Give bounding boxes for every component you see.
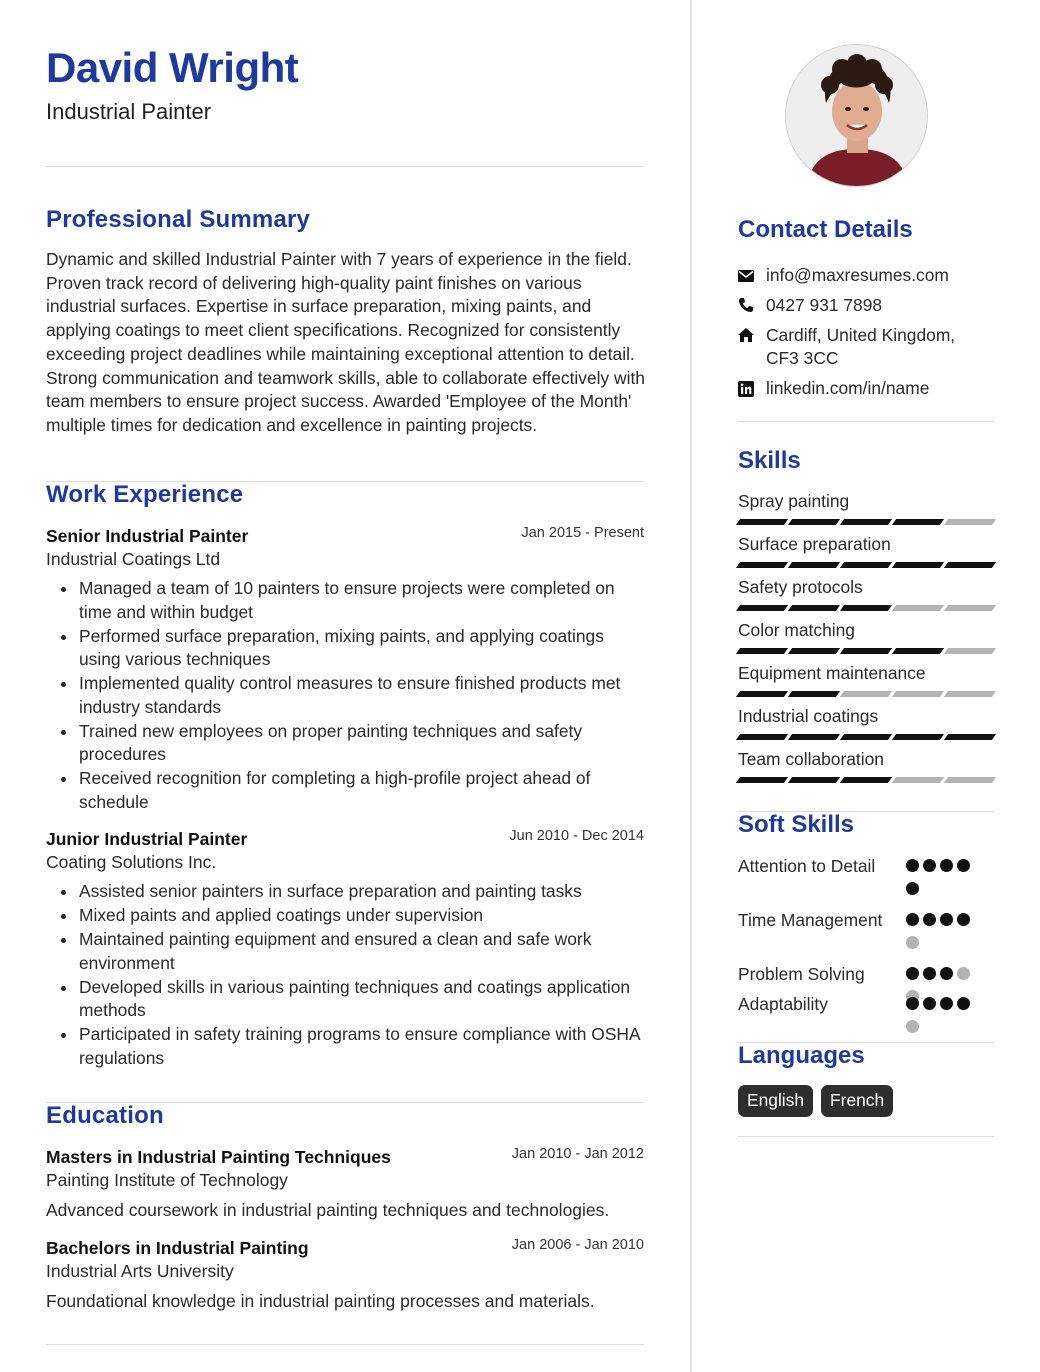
soft-skill-rating xyxy=(906,859,986,895)
job-bullets xyxy=(46,577,646,815)
skill-level-bar xyxy=(738,691,994,697)
rating-dot xyxy=(906,936,919,949)
rating-dot xyxy=(940,913,953,926)
list-item: Performed surface preparation, mixing paints, and applying coatings using various techniques xyxy=(46,625,646,672)
rating-dot xyxy=(923,967,936,980)
skill-level-segment xyxy=(736,519,788,525)
skills-heading: Skills xyxy=(738,447,801,474)
contact-email xyxy=(738,264,994,288)
skill-level-segment xyxy=(840,605,892,611)
column-divider xyxy=(690,0,692,1372)
skill-level-segment xyxy=(788,605,840,611)
skill-level-segment xyxy=(788,562,840,568)
candidate-role: Industrial Painter xyxy=(46,99,212,124)
rating-dot xyxy=(940,859,953,872)
skill-level-bar xyxy=(738,562,994,568)
skill-level-segment xyxy=(944,648,996,654)
rating-dot xyxy=(940,967,953,980)
school-name: Industrial Arts University xyxy=(46,1261,234,1281)
rating-dot xyxy=(906,1020,919,1033)
rating-dot xyxy=(906,967,919,980)
skill-level-segment xyxy=(944,691,996,697)
skill-level-bar xyxy=(738,777,994,783)
job-company: Industrial Coatings Ltd xyxy=(46,549,221,569)
skill-level-segment xyxy=(892,777,944,783)
skill-level-segment xyxy=(788,777,840,783)
skill-level-segment xyxy=(736,605,788,611)
skill-level-segment xyxy=(736,777,788,783)
rating-dot xyxy=(906,997,919,1010)
rating-dot xyxy=(923,913,936,926)
skill-level-segment xyxy=(944,734,996,740)
skill-level-segment xyxy=(840,519,892,525)
rating-dot xyxy=(957,997,970,1010)
job-company: Coating Solutions Inc. xyxy=(46,852,217,872)
languages-divider xyxy=(738,1136,994,1137)
profile-photo xyxy=(785,44,928,187)
rating-dot xyxy=(957,913,970,926)
list-item: Managed a team of 10 painters to ensure projects were completed on time and within budget xyxy=(46,577,646,624)
email-text[interactable]: info@maxresumes.com xyxy=(766,265,949,285)
skill-name: Safety protocols xyxy=(738,577,863,597)
skill-level-segment xyxy=(892,648,944,654)
degree-title: Masters in Industrial Painting Techniques xyxy=(46,1147,391,1167)
skill-name: Team collaboration xyxy=(738,749,884,769)
soft-skill-rating xyxy=(906,997,986,1033)
list-item: Mixed paints and applied coatings under supervision xyxy=(46,904,646,928)
job-date: Jun 2010 - Dec 2014 xyxy=(509,828,644,844)
skill-level-segment xyxy=(892,605,944,611)
contact-linkedin xyxy=(738,377,994,401)
degree-description: Advanced coursework in industrial painting techniques and technologies. xyxy=(46,1200,610,1220)
soft-skill-name: Attention to Detail xyxy=(738,856,876,876)
skill-level-segment xyxy=(944,605,996,611)
phone-icon xyxy=(738,297,754,313)
soft-skill-name: Problem Solving xyxy=(738,964,865,984)
degree-date: Jan 2010 - Jan 2012 xyxy=(511,1146,644,1162)
skill-level-bar xyxy=(738,648,994,654)
job-bullets xyxy=(46,880,646,1071)
degree-description: Foundational knowledge in industrial painting processes and materials. xyxy=(46,1291,595,1311)
skill-level-segment xyxy=(736,691,788,697)
skill-level-segment xyxy=(840,562,892,568)
list-item: Assisted senior painters in surface preparation and painting tasks xyxy=(46,880,646,904)
linkedin-icon xyxy=(738,381,754,397)
degree-title: Bachelors in Industrial Painting xyxy=(46,1238,309,1258)
skill-level-bar xyxy=(738,605,994,611)
skill-level-segment xyxy=(944,519,996,525)
envelope-icon xyxy=(738,268,754,284)
skill-level-segment xyxy=(840,648,892,654)
skill-name: Industrial coatings xyxy=(738,706,879,726)
linkedin-text[interactable]: linkedin.com/in/name xyxy=(766,378,930,398)
rating-dot xyxy=(940,997,953,1010)
skill-level-segment xyxy=(788,734,840,740)
skill-level-segment xyxy=(944,777,996,783)
skill-level-segment xyxy=(788,691,840,697)
list-item: Maintained painting equipment and ensured a clean and safe work environment xyxy=(46,928,646,975)
contact-address xyxy=(738,324,994,372)
list-item: Trained new employees on proper painting techniques and safety procedures xyxy=(46,720,646,767)
skill-level-segment xyxy=(892,734,944,740)
skill-level-segment xyxy=(736,648,788,654)
header-divider xyxy=(46,166,644,167)
skill-name: Spray painting xyxy=(738,491,850,511)
skill-level-segment xyxy=(892,691,944,697)
contact-heading: Contact Details xyxy=(738,216,913,243)
skill-level-segment xyxy=(840,691,892,697)
summary-text: Dynamic and skilled Industrial Painter with 7 years of experience in the field. Proven track record of delivering high-quality paint finishes on various industrial surfaces. Expertise in surface preparation, mixing paints, and applying coatings to meet client specifications. Recognized for consistently exceeding project deadlines while maintaining exceptional attention to detail. Strong communication and teamwork skills, able to collaborate effectively with team members to ensure project success. Awarded 'Employee of the Month' multiple times for dedication and excellence in painting projects. xyxy=(46,249,645,435)
job-title: Junior Industrial Painter xyxy=(46,829,248,849)
soft-skill-rating xyxy=(906,913,986,949)
job-date: Jan 2015 - Present xyxy=(521,525,644,541)
home-icon xyxy=(738,327,754,343)
degree-date: Jan 2006 - Jan 2010 xyxy=(511,1237,644,1253)
education-divider xyxy=(46,1344,644,1345)
skill-level-segment xyxy=(892,562,944,568)
soft-skill-name: Adaptability xyxy=(738,994,828,1014)
skill-level-segment xyxy=(736,562,788,568)
soft-skills-heading: Soft Skills xyxy=(738,811,855,838)
job-title: Senior Industrial Painter xyxy=(46,526,249,546)
rating-dot xyxy=(957,967,970,980)
avatar-icon xyxy=(786,45,928,187)
rating-dot xyxy=(906,913,919,926)
phone-text: 0427 931 7898 xyxy=(766,295,883,315)
languages-list xyxy=(738,1085,893,1117)
skill-level-segment xyxy=(840,777,892,783)
skill-level-segment xyxy=(736,734,788,740)
school-name: Painting Institute of Technology xyxy=(46,1170,288,1190)
skill-name: Color matching xyxy=(738,620,855,640)
rating-dot xyxy=(923,997,936,1010)
skill-name: Surface preparation xyxy=(738,534,891,554)
language-pill: English xyxy=(738,1085,813,1117)
soft-skill-name: Time Management xyxy=(738,910,883,930)
rating-dot xyxy=(923,859,936,872)
skill-level-segment xyxy=(788,519,840,525)
skill-level-segment xyxy=(840,734,892,740)
languages-heading: Languages xyxy=(738,1042,865,1069)
address-text: Cardiff, United Kingdom, CF3 3CC xyxy=(766,325,956,368)
skill-name: Equipment maintenance xyxy=(738,663,926,683)
rating-dot xyxy=(906,859,919,872)
skill-level-bar xyxy=(738,734,994,740)
rating-dot xyxy=(906,882,919,895)
summary-heading: Professional Summary xyxy=(46,206,311,233)
education-heading: Education xyxy=(46,1102,164,1129)
contact-phone xyxy=(738,294,994,318)
skill-level-segment xyxy=(788,648,840,654)
skill-level-segment xyxy=(892,519,944,525)
list-item: Developed skills in various painting techniques and coatings application methods xyxy=(46,976,646,1023)
list-item: Participated in safety training programs to ensure compliance with OSHA regulations xyxy=(46,1023,646,1070)
experience-heading: Work Experience xyxy=(46,481,244,508)
rating-dot xyxy=(957,859,970,872)
list-item: Received recognition for completing a high-profile project ahead of schedule xyxy=(46,767,646,814)
contact-divider xyxy=(738,421,994,422)
candidate-name: David Wright xyxy=(46,44,299,91)
language-pill: French xyxy=(821,1085,893,1117)
list-item: Implemented quality control measures to ensure finished products met industry standards xyxy=(46,672,646,719)
skill-level-bar xyxy=(738,519,994,525)
skill-level-segment xyxy=(944,562,996,568)
